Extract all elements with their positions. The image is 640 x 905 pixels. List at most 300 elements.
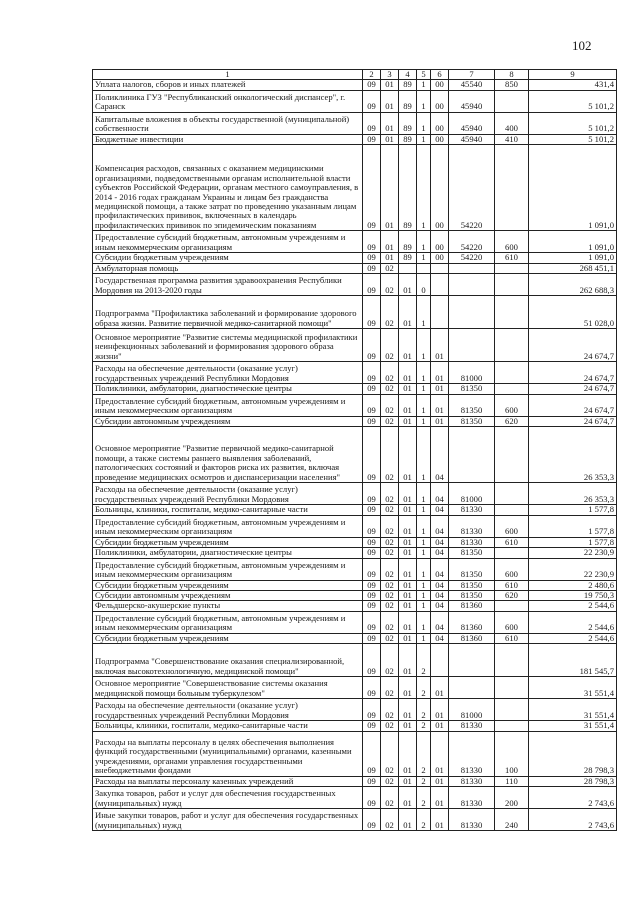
row-code-2: 09 [363,329,381,362]
row-code-8 [495,274,529,296]
row-code-4: 01 [399,505,417,515]
row-code-6: 00 [431,80,449,90]
row-code-4: 01 [399,548,417,558]
column-header: 2 [363,70,381,80]
row-name: Расходы на выплаты персоналу казенных учреждений [93,776,363,786]
row-code-2: 09 [363,590,381,600]
row-code-7: 81330 [449,721,495,731]
row-amount: 1 577,8 [529,515,617,537]
row-code-2: 09 [363,515,381,537]
row-code-4: 01 [399,601,417,611]
row-code-7: 81330 [449,809,495,831]
row-amount: 5 101,2 [529,112,617,134]
row-code-7: 54220 [449,145,495,231]
row-code-2: 09 [363,548,381,558]
row-amount: 24 674,7 [529,384,617,394]
column-header: 4 [399,70,417,80]
row-code-8: 620 [495,416,529,426]
table-row [93,134,617,144]
column-header: 6 [431,70,449,80]
row-code-3: 02 [381,633,399,643]
row-code-2: 09 [363,134,381,144]
row-amount: 1 577,8 [529,537,617,547]
row-code-4: 01 [399,809,417,831]
row-code-3: 02 [381,611,399,633]
row-amount: 1 091,0 [529,231,617,253]
row-name: Фельдшерско-акушерские пункты [93,601,363,611]
row-code-5: 2 [417,787,431,809]
row-code-5: 2 [417,776,431,786]
row-code-5: 1 [417,362,431,384]
table-row [93,394,617,416]
row-code-8 [495,296,529,329]
row-code-6: 00 [431,90,449,112]
row-code-3: 01 [381,134,399,144]
row-code-4: 01 [399,416,417,426]
row-code-2: 09 [363,721,381,731]
row-amount: 22 230,9 [529,558,617,580]
row-code-3: 02 [381,515,399,537]
column-header: 5 [417,70,431,80]
row-name: Субсидии бюджетным учреждениям [93,537,363,547]
row-code-2: 09 [363,362,381,384]
row-code-4: 89 [399,134,417,144]
row-code-5: 1 [417,590,431,600]
row-code-2: 09 [363,558,381,580]
row-amount: 1 091,0 [529,253,617,263]
row-code-2: 09 [363,644,381,677]
row-name: Субсидии бюджетным учреждениям [93,633,363,643]
table-row [93,253,617,263]
row-code-7: 81330 [449,537,495,547]
row-code-8: 410 [495,134,529,144]
row-code-3: 02 [381,809,399,831]
row-name: Предоставление субсидий бюджетным, автономным учреждениям и иным некоммерческим организациям [93,611,363,633]
row-code-6: 01 [431,809,449,831]
row-amount: 2 743,6 [529,809,617,831]
row-code-7 [449,427,495,483]
row-code-5: 1 [417,483,431,505]
row-code-8: 610 [495,633,529,643]
row-code-6: 04 [431,427,449,483]
row-code-5: 2 [417,644,431,677]
row-code-4: 89 [399,112,417,134]
row-name: Бюджетные инвестиции [93,134,363,144]
row-code-7: 81000 [449,483,495,505]
row-name: Основное мероприятие "Развитие системы медицинской профилактики неинфекционных заболеваний и формирования здорового образа жизни" [93,329,363,362]
row-code-2: 09 [363,296,381,329]
table-row [93,644,617,677]
table-row [93,537,617,547]
row-code-2: 09 [363,537,381,547]
row-amount: 2 544,6 [529,633,617,643]
row-code-3: 01 [381,145,399,231]
table-row [93,274,617,296]
row-amount: 31 551,4 [529,721,617,731]
row-name: Расходы на обеспечение деятельности (оказание услуг) государственных учреждений Республики Мордовия [93,699,363,721]
row-code-3: 01 [381,112,399,134]
row-code-7: 81330 [449,515,495,537]
row-code-2: 09 [363,505,381,515]
row-code-3: 02 [381,394,399,416]
row-code-2: 09 [363,601,381,611]
row-code-6: 04 [431,580,449,590]
row-code-5: 1 [417,427,431,483]
row-code-5: 2 [417,721,431,731]
row-name: Расходы на выплаты персоналу в целях обеспечения выполнения функций государственными (муниципальными) органами, казенными учреждениями, органами управления государственными внебюджетными фондами [93,731,363,776]
row-code-8: 610 [495,253,529,263]
row-code-8 [495,483,529,505]
row-code-3: 02 [381,590,399,600]
table-row [93,145,617,231]
row-code-8: 610 [495,580,529,590]
row-code-7 [449,263,495,273]
row-code-5: 1 [417,90,431,112]
row-amount: 24 674,7 [529,329,617,362]
row-code-4: 01 [399,776,417,786]
row-code-2: 09 [363,112,381,134]
row-code-4: 01 [399,558,417,580]
row-code-7: 81350 [449,590,495,600]
row-code-8 [495,263,529,273]
table-row [93,505,617,515]
row-code-5: 1 [417,384,431,394]
row-amount: 2 480,6 [529,580,617,590]
row-code-4: 89 [399,80,417,90]
row-code-6: 04 [431,558,449,580]
row-code-6: 00 [431,145,449,231]
table-row [93,677,617,699]
row-code-4: 89 [399,145,417,231]
row-name: Предоставление субсидий бюджетным, автономным учреждениям и иным некоммерческим организациям [93,558,363,580]
row-name: Поликлиники, амбулатории, диагностические центры [93,548,363,558]
row-code-8 [495,362,529,384]
row-code-7: 81330 [449,731,495,776]
row-code-3: 02 [381,384,399,394]
table-row [93,611,617,633]
row-code-5: 1 [417,296,431,329]
row-code-3: 02 [381,362,399,384]
row-code-3: 01 [381,90,399,112]
row-code-4: 01 [399,633,417,643]
row-code-2: 09 [363,633,381,643]
row-code-3: 01 [381,80,399,90]
row-code-7: 81350 [449,580,495,590]
row-code-6: 01 [431,394,449,416]
row-code-3: 02 [381,677,399,699]
row-code-5: 1 [417,558,431,580]
row-code-4: 01 [399,384,417,394]
row-code-7: 45940 [449,134,495,144]
row-code-6: 01 [431,362,449,384]
row-code-6: 01 [431,677,449,699]
row-code-4: 01 [399,644,417,677]
row-code-7: 81350 [449,548,495,558]
table-row [93,590,617,600]
row-code-3: 02 [381,274,399,296]
row-amount: 262 688,3 [529,274,617,296]
row-amount: 2 544,6 [529,611,617,633]
row-code-5: 1 [417,253,431,263]
table-row [93,731,617,776]
row-code-8 [495,699,529,721]
row-code-5: 1 [417,505,431,515]
table-row [93,776,617,786]
row-code-8 [495,145,529,231]
row-code-5: 1 [417,231,431,253]
row-code-8 [495,721,529,731]
page-number: 102 [572,38,592,53]
row-code-3: 02 [381,416,399,426]
row-code-8: 850 [495,80,529,90]
row-amount: 31 551,4 [529,699,617,721]
table-row [93,809,617,831]
row-code-6: 00 [431,134,449,144]
row-name: Субсидии автономным учреждениям [93,416,363,426]
row-code-5: 1 [417,80,431,90]
row-code-6: 04 [431,537,449,547]
row-code-8: 600 [495,394,529,416]
table-row [93,329,617,362]
table-row [93,416,617,426]
row-name: Субсидии автономным учреждениям [93,590,363,600]
row-code-7: 81360 [449,601,495,611]
row-code-7: 81350 [449,384,495,394]
row-code-8: 100 [495,731,529,776]
row-amount: 31 551,4 [529,677,617,699]
row-name: Больницы, клиники, госпитали, медико-санитарные части [93,721,363,731]
row-code-2: 09 [363,427,381,483]
row-name: Субсидии бюджетным учреждениям [93,253,363,263]
table-row [93,580,617,590]
row-code-2: 09 [363,416,381,426]
row-code-6: 01 [431,329,449,362]
row-code-8: 110 [495,776,529,786]
row-code-7 [449,677,495,699]
row-name: Подпрограмма "Совершенствование оказания специализированной, включая высокотехнологичную, медицинской помощи" [93,644,363,677]
row-code-3: 02 [381,601,399,611]
row-code-3: 02 [381,427,399,483]
row-code-3: 02 [381,776,399,786]
row-code-3: 01 [381,231,399,253]
row-code-4: 01 [399,537,417,547]
row-code-6: 04 [431,633,449,643]
row-code-6: 01 [431,384,449,394]
column-header: 1 [93,70,363,80]
table-row [93,90,617,112]
row-code-2: 09 [363,677,381,699]
row-code-5: 2 [417,809,431,831]
row-name: Закупка товаров, работ и услуг для обеспечения государственных (муниципальных) нужд [93,787,363,809]
row-code-5: 0 [417,274,431,296]
row-code-3: 02 [381,644,399,677]
row-code-8 [495,677,529,699]
row-amount: 181 545,7 [529,644,617,677]
table-row [93,263,617,273]
row-name: Иные закупки товаров, работ и услуг для обеспечения государственных (муниципальных) нужд [93,809,363,831]
row-code-4: 01 [399,580,417,590]
row-code-8 [495,505,529,515]
row-code-3: 02 [381,558,399,580]
row-name: Государственная программа развития здравоохранения Республики Мордовия на 2013-2020 годы [93,274,363,296]
row-code-5 [417,263,431,273]
row-code-2: 09 [363,253,381,263]
row-amount: 1 577,8 [529,505,617,515]
row-code-2: 09 [363,231,381,253]
row-code-4: 01 [399,721,417,731]
row-code-6: 04 [431,515,449,537]
row-code-4: 01 [399,427,417,483]
row-code-2: 09 [363,483,381,505]
row-amount: 19 750,3 [529,590,617,600]
row-code-3: 02 [381,329,399,362]
row-code-6: 01 [431,776,449,786]
row-code-4: 01 [399,274,417,296]
row-code-6: 04 [431,601,449,611]
row-code-7: 54220 [449,253,495,263]
row-name: Подпрограмма "Профилактика заболеваний и формирование здорового образа жизни. Развитие первичной медико-санитарной помощи" [93,296,363,329]
row-code-3: 02 [381,483,399,505]
row-code-2: 09 [363,699,381,721]
row-amount: 5 101,2 [529,134,617,144]
row-code-3: 01 [381,253,399,263]
row-code-4: 01 [399,515,417,537]
row-code-8: 620 [495,590,529,600]
row-name: Капитальные вложения в объекты государственной (муниципальной) собственности [93,112,363,134]
row-code-6: 01 [431,787,449,809]
row-code-6: 04 [431,548,449,558]
row-code-4: 01 [399,329,417,362]
table-row [93,231,617,253]
table-row [93,633,617,643]
column-header: 7 [449,70,495,80]
row-code-2: 09 [363,90,381,112]
row-code-4: 01 [399,611,417,633]
row-code-5: 1 [417,394,431,416]
row-code-6 [431,274,449,296]
row-code-4: 01 [399,699,417,721]
row-code-6 [431,296,449,329]
table-row [93,384,617,394]
row-name: Предоставление субсидий бюджетным, автономным учреждениям и иным некоммерческим организациям [93,231,363,253]
row-code-7: 81350 [449,394,495,416]
row-code-5: 2 [417,677,431,699]
row-code-7: 45540 [449,80,495,90]
row-code-5: 2 [417,731,431,776]
row-code-8 [495,548,529,558]
row-code-2: 09 [363,787,381,809]
row-code-8 [495,601,529,611]
row-name: Больницы, клиники, госпитали, медико-санитарные части [93,505,363,515]
row-code-7: 81330 [449,505,495,515]
row-code-7 [449,296,495,329]
row-code-6: 00 [431,112,449,134]
row-code-6: 04 [431,483,449,505]
row-code-5: 1 [417,611,431,633]
table-row [93,515,617,537]
row-code-3: 02 [381,296,399,329]
row-amount: 51 028,0 [529,296,617,329]
row-code-7: 54220 [449,231,495,253]
row-name: Расходы на обеспечение деятельности (оказание услуг) государственных учреждений Республики Мордовия [93,362,363,384]
row-code-6: 01 [431,731,449,776]
row-code-6: 04 [431,590,449,600]
row-code-8 [495,90,529,112]
row-code-6: 00 [431,253,449,263]
row-code-4: 01 [399,362,417,384]
row-code-5: 1 [417,580,431,590]
table-row [93,362,617,384]
row-code-4: 01 [399,394,417,416]
row-code-8: 610 [495,537,529,547]
row-amount: 28 798,3 [529,776,617,786]
row-code-2: 09 [363,394,381,416]
row-name: Амбулаторная помощь [93,263,363,273]
table-row [93,558,617,580]
row-code-2: 09 [363,776,381,786]
row-name: Поликлиники, амбулатории, диагностические центры [93,384,363,394]
table-row [93,112,617,134]
row-code-3: 02 [381,263,399,273]
column-header: 8 [495,70,529,80]
row-amount: 26 353,3 [529,483,617,505]
row-code-2: 09 [363,580,381,590]
table-row [93,80,617,90]
budget-table [92,69,617,831]
row-name: Компенсация расходов, связанных с оказанием медицинскими организациями, подведомственными органам исполнительной власти субъектов Российской Федерации, органам местного самоуправления, в 2014 - 2016 годах гражданам Украины и лицам без гражданства медицинской помощи, а также затрат по проведению указанным лицам профилактических прививок, включенных в календарь профилактических прививок по эпидемическим показаниям [93,145,363,231]
row-code-6: 01 [431,416,449,426]
row-code-7: 81000 [449,699,495,721]
row-code-2: 09 [363,731,381,776]
row-amount: 431,4 [529,80,617,90]
row-code-6: 01 [431,721,449,731]
row-code-7: 81360 [449,611,495,633]
row-code-6 [431,263,449,273]
row-code-7 [449,644,495,677]
table-row [93,427,617,483]
row-code-8: 600 [495,558,529,580]
row-code-3: 02 [381,505,399,515]
row-code-8: 600 [495,515,529,537]
row-code-4: 01 [399,677,417,699]
row-code-7 [449,274,495,296]
row-code-5: 1 [417,145,431,231]
row-code-7: 81000 [449,362,495,384]
row-code-2: 09 [363,263,381,273]
row-name: Поликлиника ГУЗ "Республиканский онкологический диспансер", г. Саранск [93,90,363,112]
row-code-7: 81330 [449,787,495,809]
row-code-8: 240 [495,809,529,831]
table-header-row [93,70,617,80]
row-amount: 24 674,7 [529,416,617,426]
row-code-4: 01 [399,483,417,505]
table-row [93,787,617,809]
row-code-5: 1 [417,329,431,362]
row-code-4: 01 [399,787,417,809]
table-body [93,80,617,831]
row-amount: 24 674,7 [529,362,617,384]
row-code-4: 89 [399,253,417,263]
row-amount: 1 091,0 [529,145,617,231]
row-code-3: 02 [381,548,399,558]
row-code-8: 200 [495,787,529,809]
row-name: Основное мероприятие "Совершенствование системы оказания медицинской помощи больным туберкулезом" [93,677,363,699]
row-code-3: 02 [381,580,399,590]
row-code-5: 2 [417,699,431,721]
row-code-3: 02 [381,699,399,721]
row-code-4: 01 [399,731,417,776]
row-code-8: 600 [495,231,529,253]
